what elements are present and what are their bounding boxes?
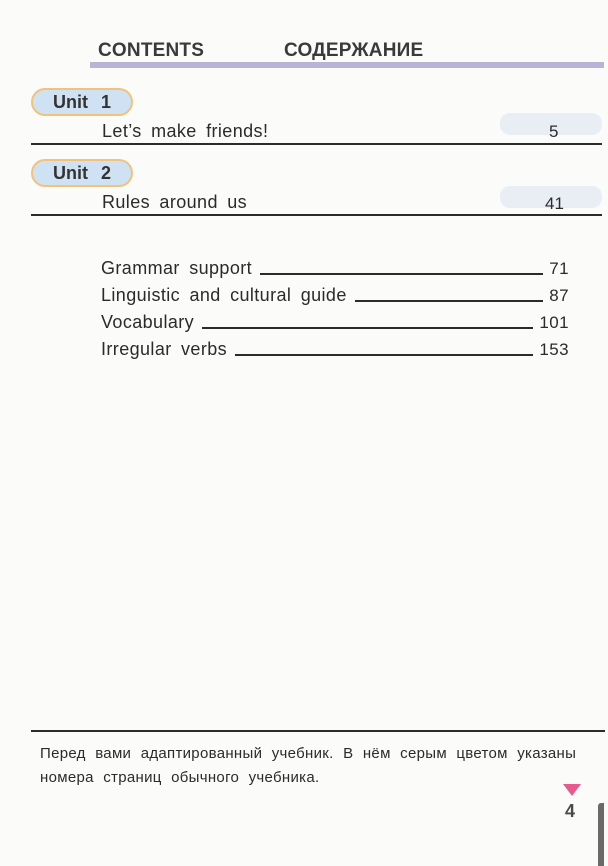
pink-triangle-marker-icon bbox=[563, 784, 581, 796]
toc-row[interactable] bbox=[101, 340, 569, 360]
unit-rule-1 bbox=[31, 143, 602, 145]
unit-page-2: 41 bbox=[545, 194, 564, 213]
toc-label: Linguistic and cultural guide bbox=[101, 285, 347, 305]
header-rule bbox=[90, 62, 604, 68]
toc-row[interactable] bbox=[101, 259, 569, 279]
toc-leader bbox=[202, 327, 533, 329]
unit-page-1: 5 bbox=[549, 122, 559, 141]
unit-badge-2: Unit 2 bbox=[31, 159, 133, 187]
toc-leader bbox=[235, 354, 533, 356]
contents-title-ru: СОДЕРЖАНИЕ bbox=[284, 40, 424, 61]
toc-page: 87 bbox=[549, 286, 569, 305]
page-number: 4 bbox=[565, 801, 576, 821]
toc-label: Irregular verbs bbox=[101, 339, 228, 359]
unit-badge-1: Unit 1 bbox=[31, 88, 133, 116]
toc-leader bbox=[260, 273, 543, 275]
unit-rule-2 bbox=[31, 214, 602, 216]
page-edge-bar bbox=[598, 803, 604, 866]
unit-title-2[interactable]: Rules around us bbox=[102, 192, 248, 212]
toc-leader bbox=[355, 300, 544, 302]
toc-row[interactable] bbox=[101, 313, 569, 333]
toc-page: 153 bbox=[539, 340, 569, 359]
toc-page: 101 bbox=[539, 313, 569, 332]
toc-page: 71 bbox=[549, 259, 569, 278]
toc-label: Grammar support bbox=[101, 258, 253, 278]
footer-rule bbox=[31, 730, 605, 732]
toc-row[interactable] bbox=[101, 286, 569, 306]
footnote-text: Перед вами адаптированный учебник. В нём серым цветом указаны номера страниц обычного учебника. bbox=[40, 745, 577, 786]
toc-label: Vocabulary bbox=[101, 312, 195, 332]
unit-title-1[interactable]: Let’s make friends! bbox=[102, 121, 269, 141]
contents-title-en: CONTENTS bbox=[98, 40, 205, 61]
